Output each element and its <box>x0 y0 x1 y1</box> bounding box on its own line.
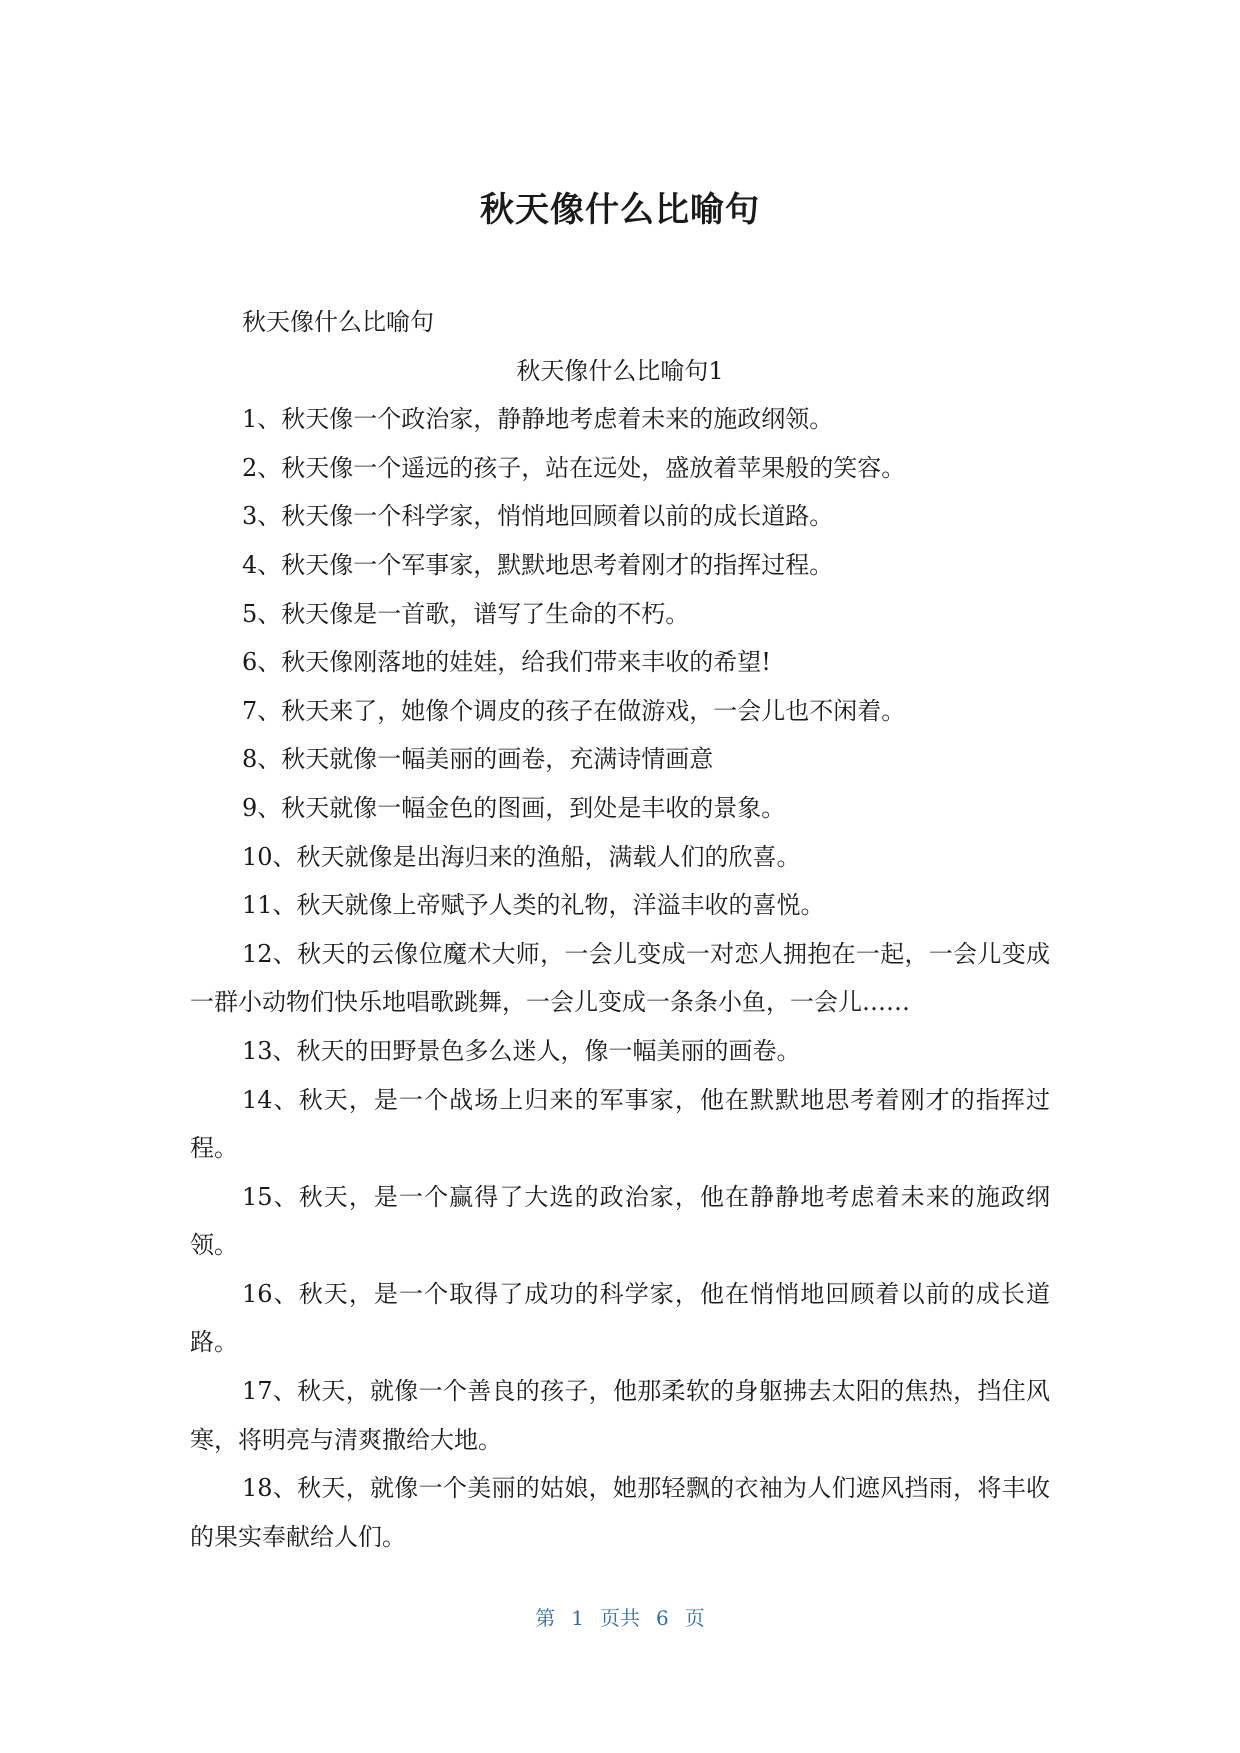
list-item: 6、秋天像刚落地的娃娃，给我们带来丰收的希望! <box>242 648 771 677</box>
footer-pages-label: 页 <box>684 1606 705 1630</box>
document-title: 秋天像什么比喻句 <box>480 190 760 230</box>
list-item: 17、秋天，就像一个善良的孩子，他那柔软的身躯拂去太阳的焦热，挡住风寒，将明亮与清爽撒给大地。 <box>190 1377 1050 1454</box>
intro-paragraph: 秋天像什么比喻句 <box>242 308 434 336</box>
list-item: 4、秋天像一个军事家，默默地思考着刚才的指挥过程。 <box>242 550 834 579</box>
list-item: 14、秋天，是一个战场上归来的军事家，他在默默地思考着刚才的指挥过程。 <box>190 1085 1050 1163</box>
list-item: 10、秋天就像是出海归来的渔船，满载人们的欣喜。 <box>242 842 801 871</box>
list-item: 2、秋天像一个遥远的孩子，站在远处，盛放着苹果般的笑容。 <box>242 453 906 482</box>
list-item: 7、秋天来了，她像个调皮的孩子在做游戏，一会儿也不闲着。 <box>242 696 906 725</box>
list-item: 3、秋天像一个科学家，悄悄地回顾着以前的成长道路。 <box>242 502 834 531</box>
page-number-footer <box>0 1604 1240 1632</box>
list-item: 13、秋天的田野景色多么迷人，像一幅美丽的画卷。 <box>242 1036 801 1065</box>
list-item: 11、秋天就像上帝赋予人类的礼物，洋溢丰收的喜悦。 <box>242 891 825 920</box>
section-heading: 秋天像什么比喻句1 <box>516 356 724 385</box>
list-item: 9、秋天就像一幅金色的图画，到处是丰收的景象。 <box>242 793 786 822</box>
list-item: 18、秋天，就像一个美丽的姑娘，她那轻飘的衣袖为人们遮风挡雨，将丰收的果实奉献给人们。 <box>190 1474 1050 1551</box>
list-item: 5、秋天像是一首歌，谱写了生命的不朽。 <box>242 599 690 628</box>
footer-page-label: 第 <box>535 1606 556 1630</box>
list-item: 15、秋天，是一个赢得了大选的政治家，他在静静地考虑着未来的施政纲领。 <box>190 1182 1050 1260</box>
list-item: 12、秋天的云像位魔术大师，一会儿变成一对恋人拥抱在一起，一会儿变成一群小动物们快乐地唱歌跳舞，一会儿变成一条条小鱼，一会儿…… <box>190 939 1050 1017</box>
list-item: 8、秋天就像一幅美丽的画卷，充满诗情画意 <box>242 745 714 774</box>
list-item: 16、秋天，是一个取得了成功的科学家，他在悄悄地回顾着以前的成长道路。 <box>190 1279 1050 1357</box>
list-item: 1、秋天像一个政治家，静静地考虑着未来的施政纲领。 <box>242 405 834 434</box>
footer-current-page: 1 <box>571 1606 584 1630</box>
footer-of-label: 页共 <box>600 1606 640 1630</box>
footer-total-pages: 6 <box>656 1606 669 1630</box>
document-body <box>190 298 1050 1561</box>
